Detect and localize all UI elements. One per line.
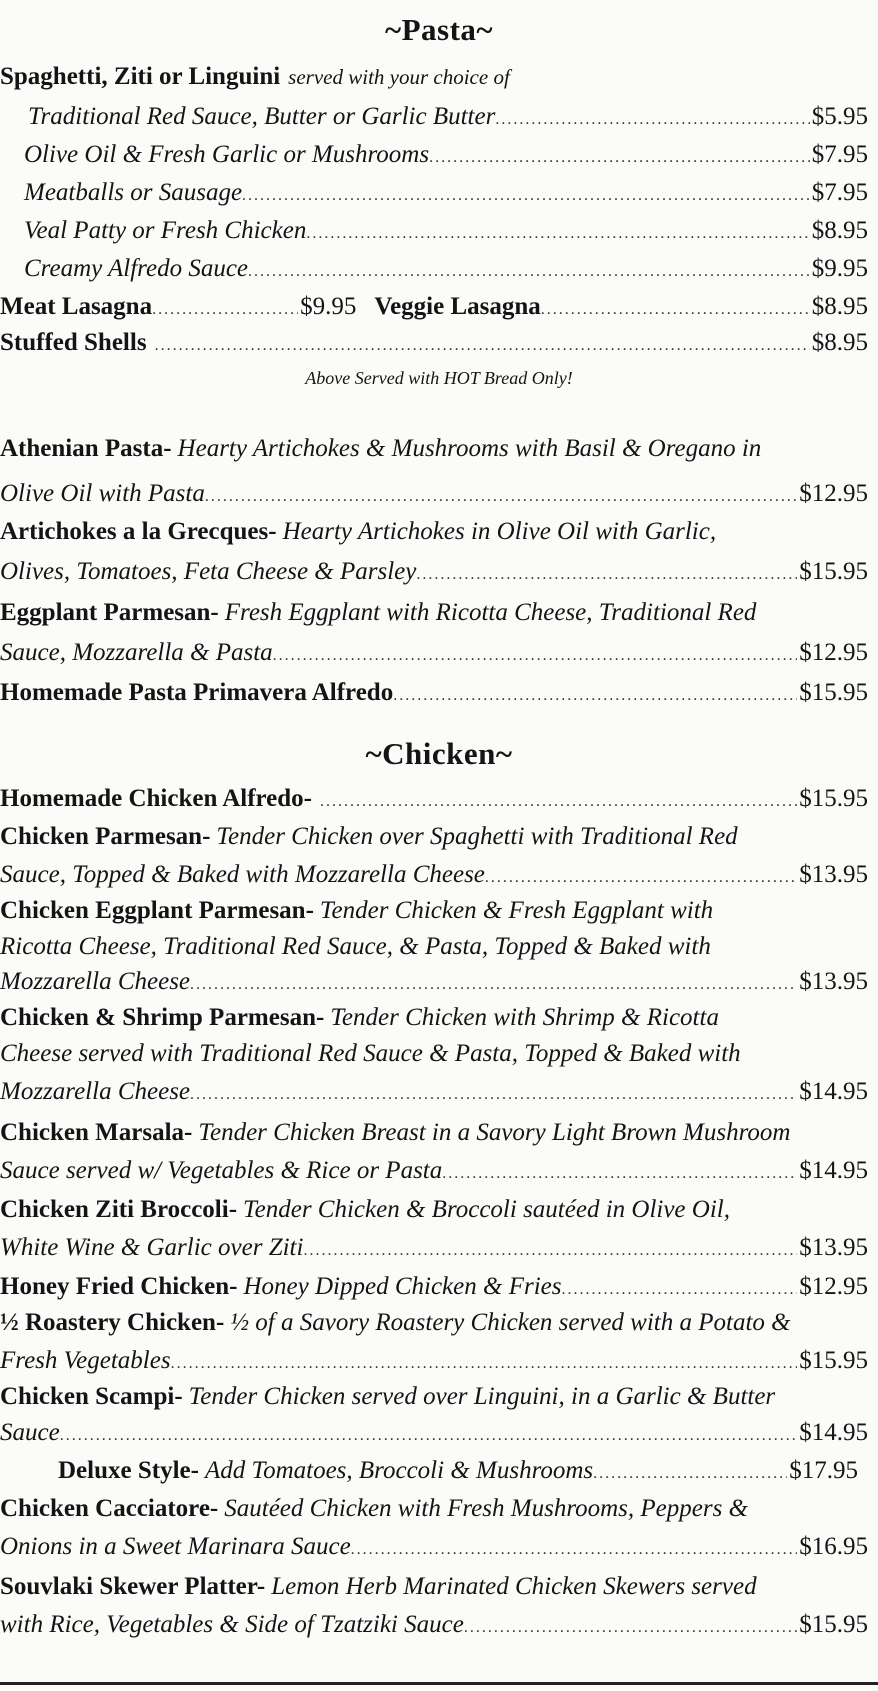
item-price: $13.95 (799, 1234, 868, 1261)
stuffed-shells-name: Stuffed Shells (0, 329, 147, 356)
item-price: $15.95 (799, 1347, 868, 1374)
leader-dots (464, 1609, 797, 1647)
leader-dots (442, 1155, 797, 1193)
menu-item-chicken-parmesan (0, 818, 868, 856)
leader-dots (495, 101, 809, 139)
leader-dots (273, 637, 798, 675)
chicken-section-title: ~Chicken~ (365, 736, 513, 771)
option-label: Meatballs or Sausage (24, 179, 243, 206)
menu-item-chicken-shrimp (0, 999, 868, 1037)
item-price: $12.95 (799, 1273, 868, 1300)
item-desc: Tender Chicken Breast in a Savory Light Brown Mushroom (198, 1119, 791, 1146)
menu-item-athenian-cont (0, 475, 868, 513)
option-price: $5.95 (811, 103, 868, 130)
option-label: Olive Oil & Fresh Garlic or Mushrooms (24, 141, 430, 168)
item-desc: Olives, Tomatoes, Feta Cheese & Parsley (0, 558, 417, 585)
leader-dots (416, 556, 797, 594)
item-price: $12.95 (799, 639, 868, 666)
pasta-section-title: ~Pasta~ (384, 12, 494, 47)
meat-lasagna-name: Meat Lasagna (0, 293, 153, 320)
menu-item-chicken-scampi (0, 1378, 868, 1416)
menu-item-chicken-marsala-cont (0, 1152, 868, 1190)
option-price: $8.95 (811, 217, 868, 244)
item-name: Chicken & Shrimp Parmesan- (0, 1004, 325, 1031)
item-desc: ½ of a Savory Roastery Chicken served with a Potato & (230, 1309, 791, 1336)
menu-item-chicken-cacciatore-cont (0, 1528, 868, 1566)
leader-dots (190, 1076, 797, 1114)
leader-dots (205, 478, 797, 516)
veggie-lasagna-price: $8.95 (811, 293, 868, 320)
item-price: $13.95 (799, 968, 868, 995)
menu-item-primavera (0, 674, 868, 712)
menu-item-grecques-cont (0, 553, 868, 591)
leader-dots (248, 253, 810, 291)
item-name: Chicken Ziti Broccoli- (0, 1196, 238, 1223)
menu-item-souvlaki-platter-cont (0, 1606, 868, 1644)
item-desc: White Wine & Garlic over Ziti (0, 1234, 304, 1261)
item-desc: Tender Chicken over Spaghetti with Traditional Red (216, 823, 738, 850)
lasagna-line (0, 288, 868, 326)
item-desc: Sauce, Topped & Baked with Mozzarella Cheese (0, 861, 485, 888)
option-price: $9.95 (811, 255, 868, 282)
pasta-option (0, 98, 868, 136)
spaghetti-desc: served with your choice of (288, 65, 510, 89)
menu-item-eggplant-parmesan (0, 594, 868, 632)
menu-item-souvlaki-platter (0, 1568, 868, 1606)
menu-item-chicken-parmesan-cont (0, 856, 868, 894)
item-desc: Hearty Artichokes in Olive Oil with Garlic, (282, 518, 717, 545)
item-desc: Sauce, Mozzarella & Pasta (0, 639, 273, 666)
item-name: Honey Fried Chicken- (0, 1273, 238, 1300)
menu-item-deluxe-style (0, 1452, 858, 1490)
menu-item-eggplant-parmesan-cont (0, 634, 868, 672)
item-name: Athenian Pasta- (0, 435, 172, 462)
menu-item-chicken-cacciatore (0, 1490, 868, 1528)
item-desc: Hearty Artichokes & Mushrooms with Basil & Oregano in (177, 435, 762, 462)
spaghetti-name: Spaghetti, Ziti or Linguini (0, 63, 281, 90)
menu-item-chicken-marsala (0, 1114, 868, 1152)
leader-dots (242, 177, 810, 215)
item-desc: Mozzarella Cheese (0, 968, 191, 995)
stuffed-shells-price: $8.95 (811, 329, 868, 356)
item-desc: Cheese served with Traditional Red Sauce & Pasta, Topped & Baked with (0, 1040, 741, 1067)
item-name: Homemade Pasta Primavera Alfredo (0, 679, 394, 706)
item-price: $16.95 (799, 1533, 868, 1560)
item-name: Deluxe Style- (58, 1457, 199, 1484)
menu-item-athenian (0, 430, 868, 468)
item-price: $14.95 (799, 1157, 868, 1184)
item-name: Artichokes a la Grecques- (0, 518, 277, 545)
item-desc: Sauce (0, 1419, 60, 1446)
item-desc: Tender Chicken served over Linguini, in a Garlic & Butter (188, 1383, 776, 1410)
menu-item-chicken-alfredo (0, 780, 868, 818)
option-price: $7.95 (811, 179, 868, 206)
item-name: Souvlaki Skewer Platter- (0, 1573, 266, 1600)
item-price: $14.95 (799, 1078, 868, 1105)
pasta-option (0, 136, 868, 174)
pasta-option (0, 174, 868, 212)
option-price: $7.95 (811, 141, 868, 168)
menu-item-chicken-scampi-cont (0, 1414, 868, 1452)
leader-dots (155, 327, 810, 365)
item-price: $17.95 (789, 1457, 858, 1484)
menu-item-chicken-shrimp-cont (0, 1035, 868, 1073)
item-desc: Sauce served w/ Vegetables & Rice or Pasta (0, 1157, 443, 1184)
item-desc: Fresh Vegetables (0, 1347, 171, 1374)
leader-dots (320, 783, 797, 821)
item-desc: Honey Dipped Chicken & Fries (243, 1273, 562, 1300)
bread-note: Above Served with HOT Bread Only! (305, 368, 573, 388)
veggie-lasagna-name: Veggie Lasagna (374, 293, 541, 320)
item-desc: Sautéed Chicken with Fresh Mushrooms, Peppers & (224, 1495, 749, 1522)
item-price: $15.95 (799, 679, 868, 706)
item-name: Homemade Chicken Alfredo- (0, 785, 313, 812)
item-desc: Mozzarella Cheese (0, 1078, 191, 1105)
item-name: Eggplant Parmesan- (0, 599, 219, 626)
menu-item-chicken-eggplant-cont (0, 928, 868, 966)
item-name: Chicken Scampi- (0, 1383, 183, 1410)
item-price: $15.95 (799, 1611, 868, 1638)
menu-item-chicken-eggplant-cont (0, 963, 868, 1001)
stuffed-shells-line (0, 324, 868, 362)
option-label: Traditional Red Sauce, Butter or Garlic Butter (28, 103, 496, 130)
menu-item-grecques (0, 513, 868, 551)
item-desc: Fresh Eggplant with Ricotta Cheese, Traditional Red (224, 599, 757, 626)
leader-dots (393, 677, 797, 715)
leader-dots (351, 1531, 798, 1569)
menu-item-roastery-chicken (0, 1304, 868, 1342)
leader-dots (593, 1455, 787, 1493)
item-name: Chicken Cacciatore- (0, 1495, 219, 1522)
option-label: Creamy Alfredo Sauce (24, 255, 249, 282)
item-desc: Onions in a Sweet Marinara Sauce (0, 1533, 351, 1560)
option-label: Veal Patty or Fresh Chicken (24, 217, 307, 244)
leader-dots (429, 139, 810, 177)
leader-dots (303, 1232, 797, 1270)
menu-item-roastery-chicken-cont (0, 1342, 868, 1380)
item-price: $15.95 (799, 785, 868, 812)
pasta-option (0, 250, 868, 288)
item-desc: Tender Chicken & Broccoli sautéed in Olive Oil, (243, 1196, 730, 1223)
item-price: $15.95 (799, 558, 868, 585)
menu-item-chicken-ziti-broccoli (0, 1191, 868, 1229)
item-price: $13.95 (799, 861, 868, 888)
item-desc: Tender Chicken with Shrimp & Ricotta (330, 1004, 719, 1031)
leader-dots (306, 215, 809, 253)
item-desc: Olive Oil with Pasta (0, 480, 205, 507)
leader-dots (60, 1417, 798, 1455)
pasta-option (0, 212, 868, 250)
item-desc: Add Tomatoes, Broccoli & Mushrooms (204, 1457, 594, 1484)
meat-lasagna-price: $9.95 (300, 293, 357, 320)
menu-item-honey-fried-chicken (0, 1268, 868, 1306)
item-desc: Ricotta Cheese, Traditional Red Sauce, & Pasta, Topped & Baked with (0, 933, 711, 960)
item-desc: with Rice, Vegetables & Side of Tzatziki Sauce (0, 1611, 464, 1638)
item-desc: Lemon Herb Marinated Chicken Skewers served (271, 1573, 757, 1600)
spaghetti-header (0, 58, 868, 96)
item-price: $12.95 (799, 480, 868, 507)
item-price: $14.95 (799, 1419, 868, 1446)
item-name: Chicken Marsala- (0, 1119, 193, 1146)
bottom-rule (0, 1682, 878, 1685)
item-name: ½ Roastery Chicken- (0, 1309, 225, 1336)
item-desc: Tender Chicken & Fresh Eggplant with (319, 897, 714, 924)
menu-item-chicken-eggplant (0, 892, 868, 930)
item-name: Chicken Eggplant Parmesan- (0, 897, 314, 924)
menu-item-chicken-shrimp-cont (0, 1073, 868, 1111)
item-name: Chicken Parmesan- (0, 823, 211, 850)
menu-item-chicken-ziti-broccoli-cont (0, 1229, 868, 1267)
